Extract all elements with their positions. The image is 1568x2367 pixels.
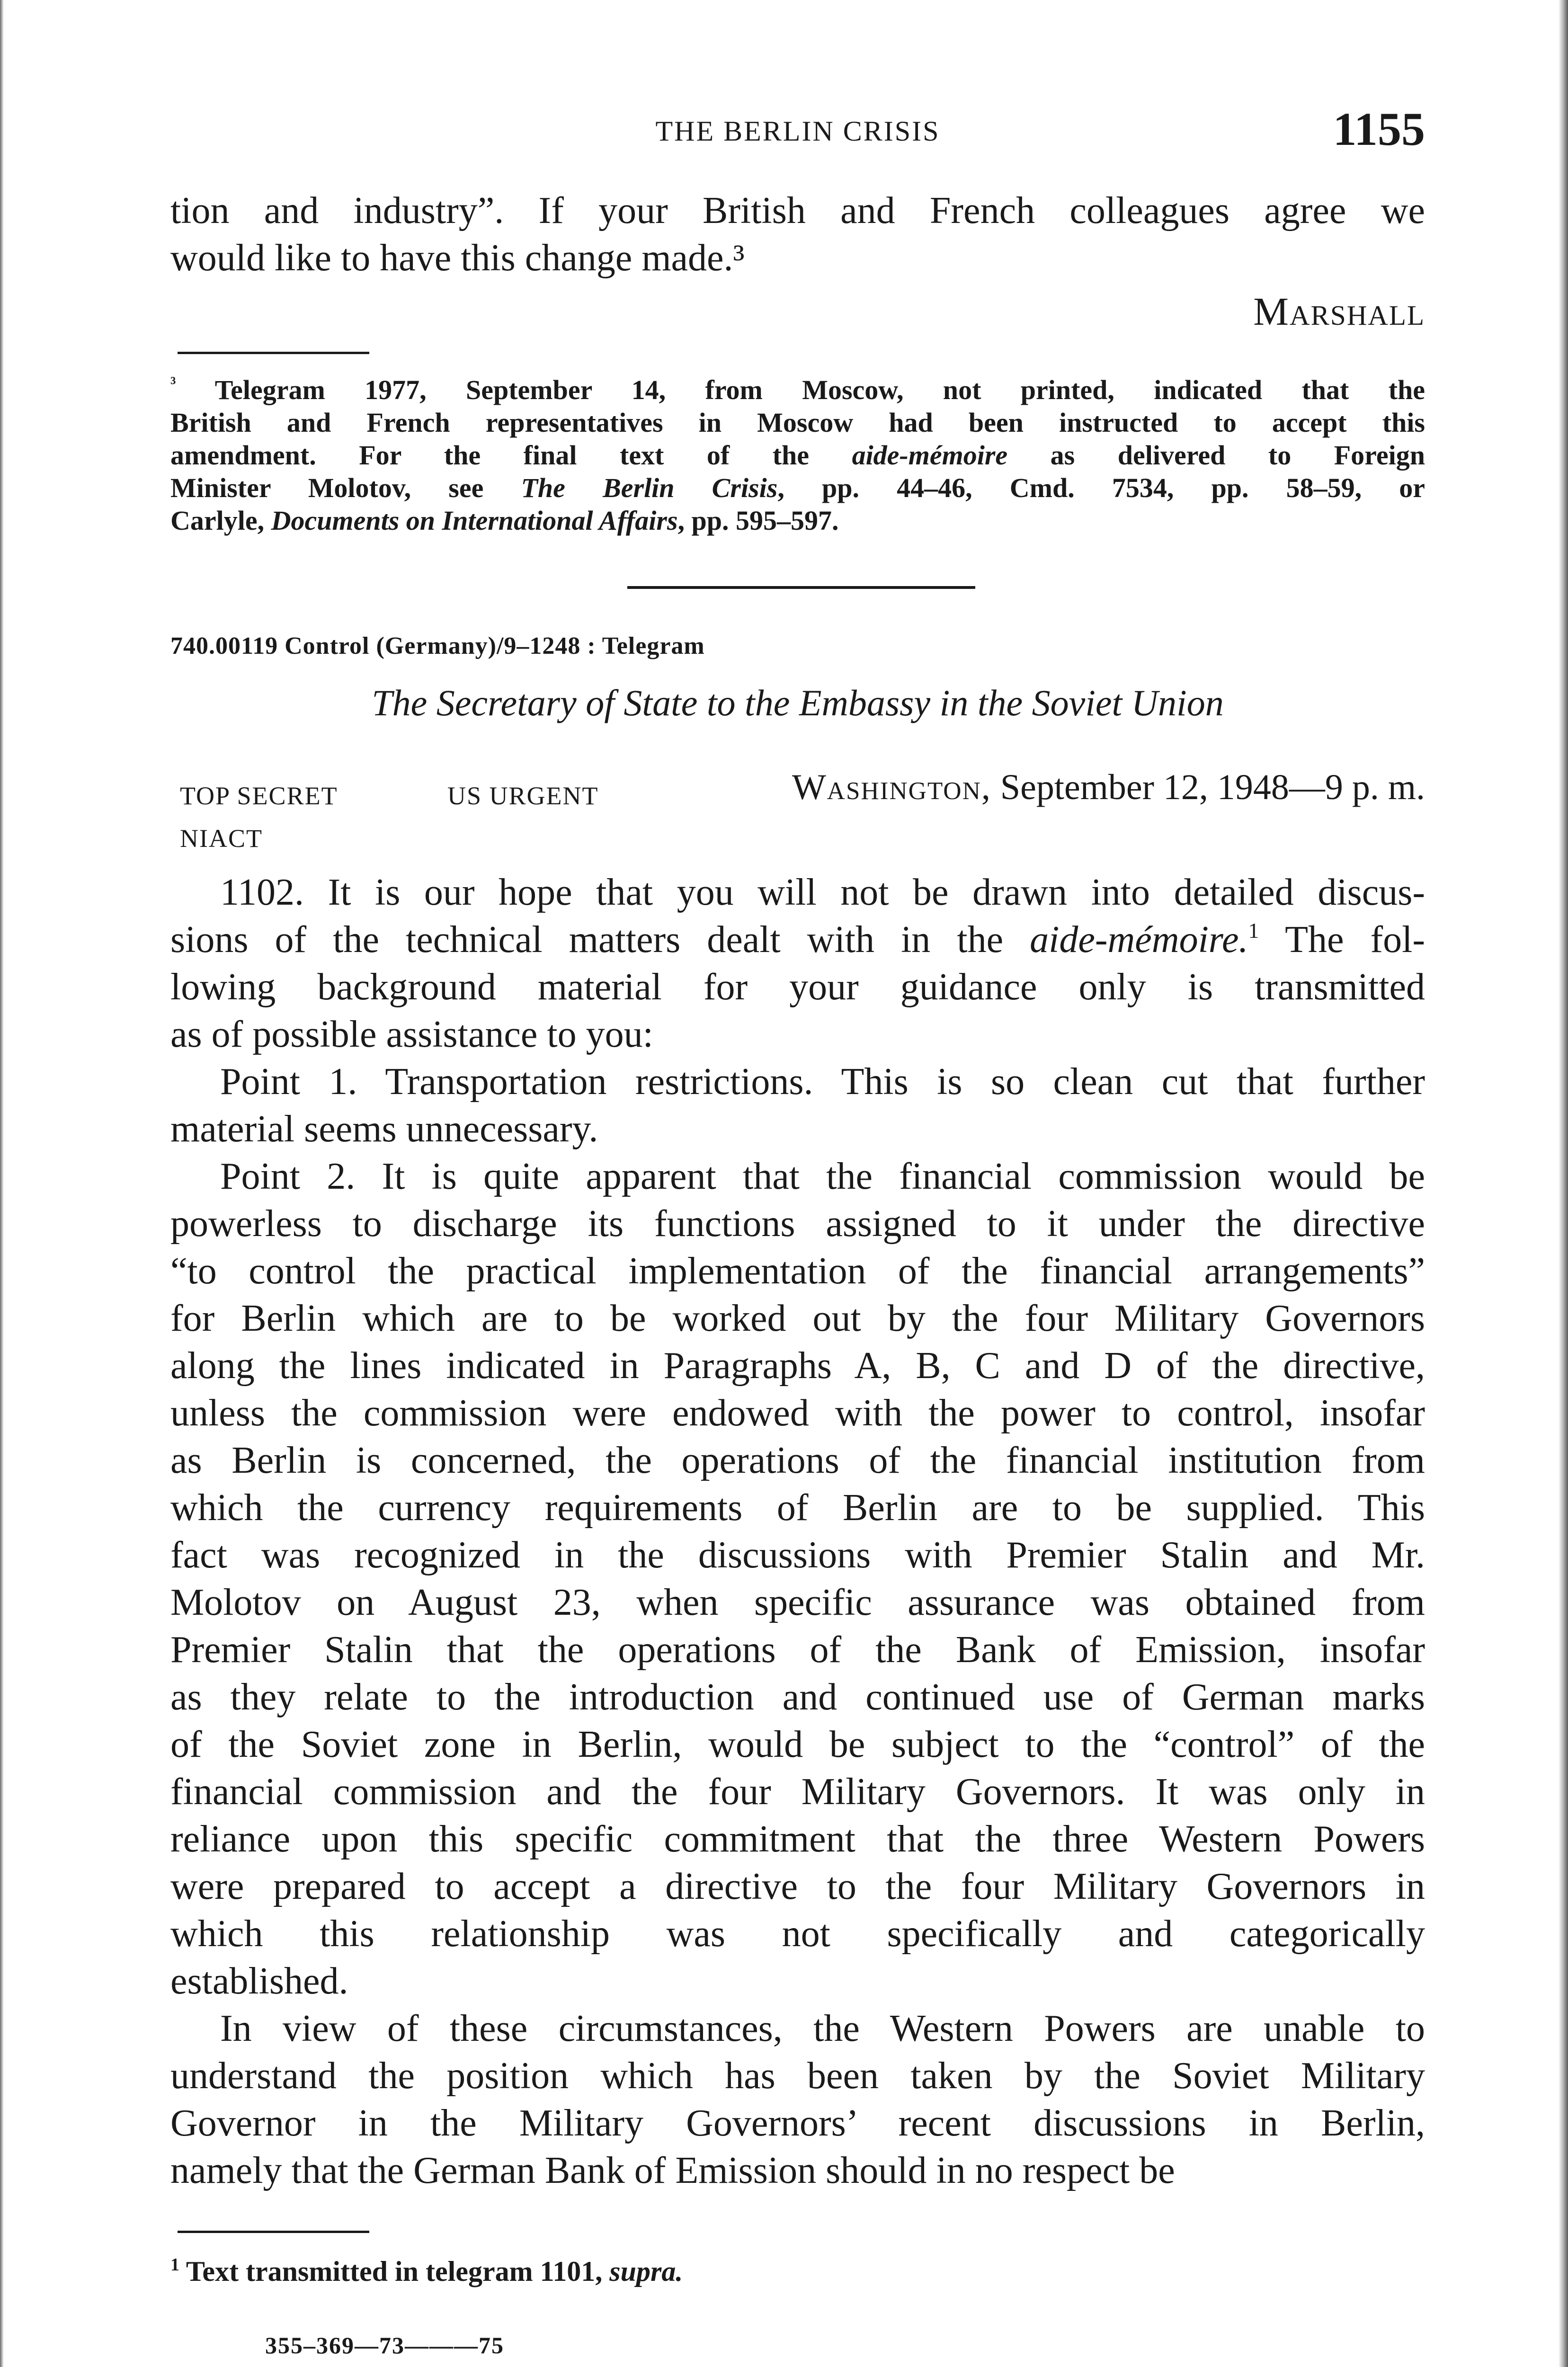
niact-marker: NIACT [180,824,263,853]
text-line: In view of these circumstances, the Western Powers are unable to [220,2008,1425,2049]
running-title: THE BERLIN CRISIS [655,116,940,147]
footnote-line: $^{^3}$ Telegram 1977, September 14, from Moscow, not printed, indicated that the [170,373,1425,405]
text-line: Premier Stalin that the operations of the Bank of Emission, insofar [170,1629,1425,1671]
footnote-line: amendment. For the final text of the aide-mémoire as delivered to Foreign [170,440,1425,471]
paragraph-4 [170,2005,1425,2194]
dateline-date: September 12, 1948—9 p. m. [991,767,1425,807]
text-line: as Berlin is concerned, the operations of the financial institution from [170,1440,1425,1481]
footnote-3 [170,367,1425,537]
text-line: material seems unnecessary. [170,1108,598,1150]
text-line: Point 1. Transportation restrictions. This is so clean cut that further [220,1061,1425,1103]
footnote-line: Carlyle, Documents on International Affairs, pp. 595–597. [170,505,839,536]
text-line: which this relationship was not specifically and categorically [170,1913,1425,1955]
page-edge-right [1559,0,1568,2367]
text-line: would like to have this change made.³ [170,237,745,279]
section-divider [627,586,975,589]
text-line: were prepared to accept a directive to the four Military Governors in [170,1866,1425,1907]
text-line: financial commission and the four Military Governors. It was only in [170,1771,1425,1813]
running-head [170,102,1425,154]
text-line: “to control the practical implementation of the financial arrangements” [170,1250,1425,1292]
text-line: reliance upon this specific commitment that the three Western Powers [170,1818,1425,1860]
text-line: as of possible assistance to you: [170,1014,653,1055]
footnote-ref: 1 [1248,918,1259,943]
classification-line [170,767,1425,814]
footnote-rule [178,2231,369,2233]
signature-text: Marshall [1253,290,1425,334]
text-line: powerless to discharge its functions assigned to it under the directive [170,1203,1425,1245]
signature [1253,289,1425,335]
footnote-marker: 1 [170,2255,179,2275]
text-line: 1102. It is our hope that you will not be drawn into detailed discus- [220,872,1425,913]
text-line: unless the commission were endowed with the power to control, insofar [170,1392,1425,1434]
footnote-marker: ³ [170,373,176,393]
document-title: The Secretary of State to the Embassy in the Soviet Union [372,682,1224,723]
text-line: established. [170,1960,348,2002]
continuation-paragraph [170,187,1425,282]
telegram-body [170,869,1425,2194]
text-line: Molotov on August 23, when specific assurance was obtained from [170,1582,1425,1623]
footnote-line: Minister Molotov, see The Berlin Crisis, pp. 44–46, Cmd. 7534, pp. 58–59, or [170,472,1425,503]
dateline-place: Washington, [792,767,991,807]
text-line: tion and industry”. If your British and French colleagues agree we [170,190,1425,231]
precedence: US URGENT [447,782,599,810]
footnote-rule [178,352,369,354]
dateline [792,767,1425,808]
paragraph-3 [170,1153,1425,2005]
footnote-line: British and French representatives in Moscow had been instructed to accept this [170,407,1425,438]
file-reference: 740.00119 Control (Germany)/9–1248 : Telegram [170,632,705,659]
text-line: for Berlin which are to be worked out by the four Military Governors [170,1298,1425,1339]
paragraph-2 [170,1058,1425,1153]
text-line: of the Soviet zone in Berlin, would be subject to the “control” of the [170,1724,1425,1765]
text-line: namely that the German Bank of Emission should in no respect be [170,2150,1175,2191]
classification: TOP SECRET [180,782,338,810]
page-edge-left [0,0,4,2367]
text-line: Point 2. It is quite apparent that the financial commission would be [220,1156,1425,1197]
footnote-1 [170,2249,1425,2288]
text-line: as they relate to the introduction and continued use of German marks [170,1676,1425,1718]
paragraph-1 [170,869,1425,1058]
text-line: along the lines indicated in Paragraphs A, B, C and D of the directive, [170,1345,1425,1387]
page-number: 1155 [1333,103,1425,155]
text-line: sions of the technical matters dealt with in the aide-mémoire.$^1$ The fol- [170,918,1425,961]
text-line: fact was recognized in the discussions with Premier Stalin and Mr. [170,1534,1425,1576]
text-line: understand the position which has been taken by the Soviet Military [170,2055,1425,2097]
footnote-line: $^1$ Text transmitted in telegram 1101, supra. [170,2255,683,2287]
text-line: which the currency requirements of Berlin are to be supplied. This [170,1487,1425,1529]
print-code: 355–369—73———75 [265,2332,504,2358]
text-line: Governor in the Military Governors’ recent discussions in Berlin, [170,2102,1425,2144]
text-line: lowing background material for your guidance only is transmitted [170,966,1425,1008]
